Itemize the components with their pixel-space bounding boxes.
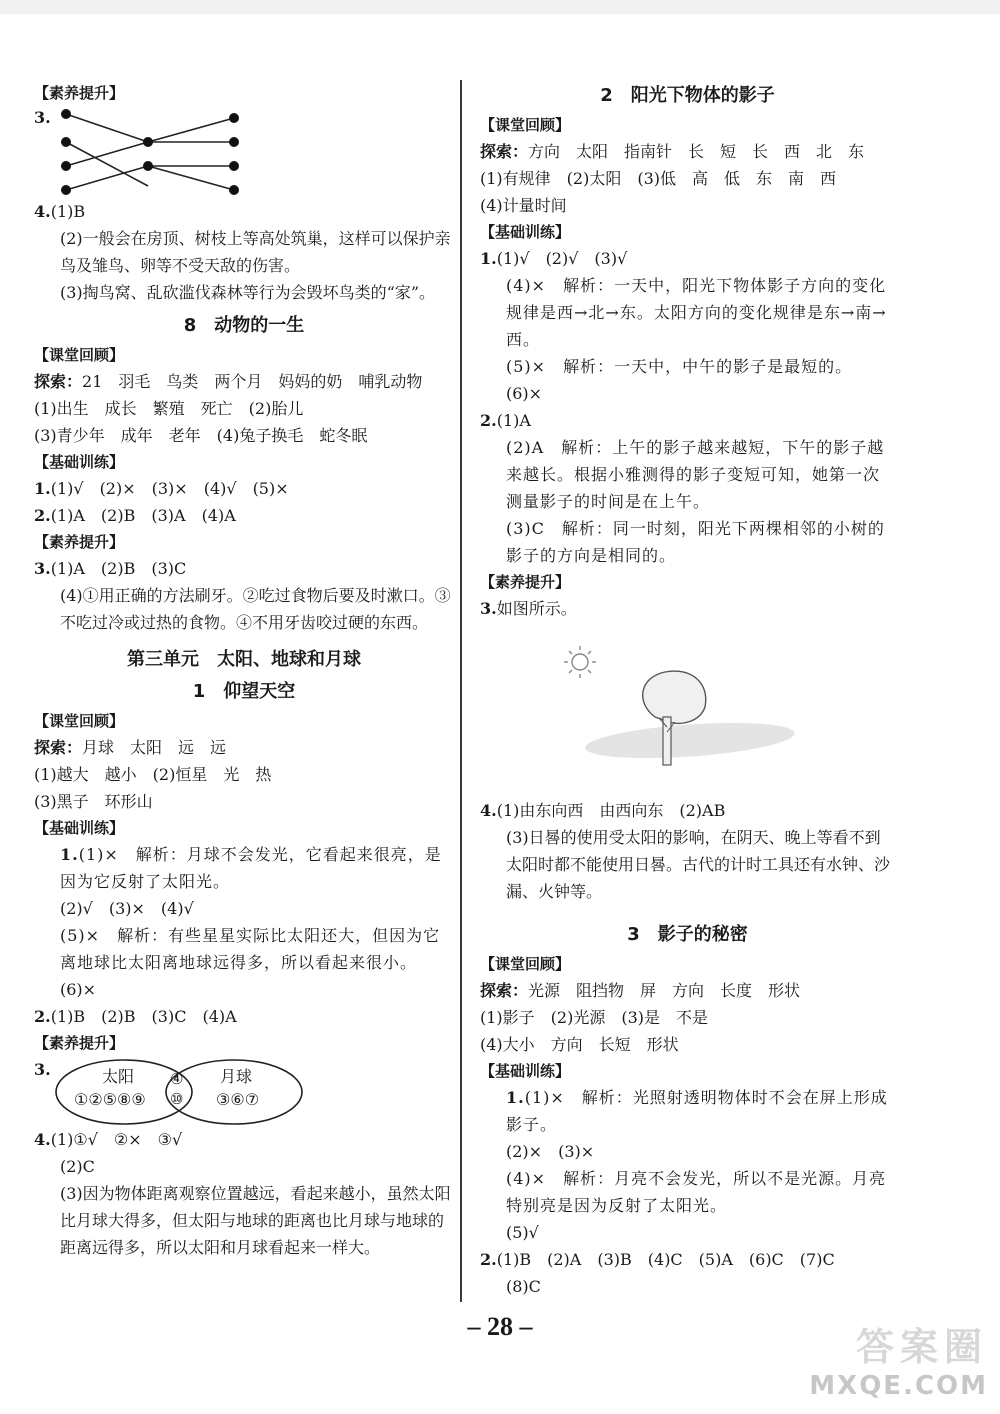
answer-text: (1)B [50, 202, 86, 221]
answer-line [34, 422, 454, 449]
question-number: 4. [34, 1130, 51, 1149]
watermark-bottom: MXQE.COM [809, 1371, 988, 1401]
answer-text: (3)黑子 环形山 [34, 792, 153, 811]
answer-line [480, 165, 895, 192]
question-3-label: 3. [34, 108, 51, 127]
answer-text: (1)× 解析：月球不会发光，它看起来很亮，是因为它反射了太阳光。 [60, 845, 442, 891]
answer-line [480, 1084, 895, 1138]
question-number: 2. [34, 1007, 51, 1026]
question-number: 1. [506, 1088, 525, 1107]
venn-both-b: ⑩ [170, 1090, 184, 1108]
question-number: 4. [480, 801, 497, 820]
page-number: – 28 – [467, 1312, 533, 1341]
answer-text: (1)A (2)B (3)A (4)A [50, 506, 236, 525]
right-block-2 [480, 797, 895, 905]
answer-text: 【素养提升】 [34, 1034, 125, 1052]
watermark-top: 答案圈 [855, 1325, 988, 1369]
answer-text: (5)× 解析：一天中，中午的影子是最短的。 [506, 357, 853, 376]
answer-line [34, 841, 454, 895]
answer-text: (3)C 解析：同一时刻，阳光下两棵相邻的小树的影子的方向是相同的。 [506, 519, 885, 565]
section-heading-3: 3 影子的秘密 [627, 924, 748, 945]
answer-line [480, 434, 895, 515]
answer-text: 如图所示。 [496, 599, 577, 618]
section-tag [34, 708, 454, 734]
answer-text: 【基础训练】 [480, 223, 571, 241]
answer-line [480, 977, 895, 1004]
question-number: 探索： [34, 372, 83, 391]
answer-line [480, 1031, 895, 1058]
answer-text: 【课堂回顾】 [34, 346, 125, 364]
right-block-1 [480, 112, 895, 622]
venn-diagram [34, 1056, 454, 1126]
answer-line [480, 595, 895, 622]
answer-line [34, 475, 454, 502]
top-scan-band [0, 0, 1000, 14]
answer-text: (4)大小 方向 长短 形状 [480, 1035, 679, 1054]
answer-text: (1)B (2)B (3)C (4)A [50, 1007, 237, 1026]
answer-text: (6)× [506, 384, 543, 403]
question-number: 1. [480, 249, 497, 268]
answer-text: (2)C [60, 1157, 95, 1176]
question-number: 探索： [480, 981, 529, 1000]
venn-sun-items: ①②⑤⑧⑨ [74, 1090, 146, 1109]
answer-text: (3)掏鸟窝、乱砍滥伐森林等行为会毁坏鸟类的“家”。 [60, 283, 436, 302]
answer-text: (4)计量时间 [480, 196, 567, 215]
answer-line [34, 1126, 454, 1153]
answer-line [480, 192, 895, 219]
answer-text: (1)影子 (2)光源 (3)是 不是 [480, 1008, 708, 1027]
question-number: 1. [60, 845, 79, 864]
left-block-1 [34, 80, 454, 106]
answer-line [34, 395, 454, 422]
sun-tree-shadow-svg [540, 622, 880, 797]
answer-line [480, 272, 895, 353]
answer-line [34, 895, 454, 922]
question-number: 4. [34, 202, 51, 221]
answer-text: (2)× (3)× [506, 1142, 595, 1161]
answer-line [34, 279, 454, 306]
answer-line [34, 502, 454, 529]
answer-line [34, 734, 454, 761]
question-number: 2. [480, 1250, 497, 1269]
answer-line [34, 922, 454, 976]
answer-text: (6)× [60, 980, 97, 999]
answer-text: (2)√ (3)× (4)√ [60, 899, 194, 918]
answer-line [480, 797, 895, 824]
answer-text: (1)由东向西 由西向东 (2)AB [496, 801, 726, 820]
answer-text: 【课堂回顾】 [480, 955, 571, 973]
answer-line [480, 515, 895, 569]
venn-moon-items: ③⑥⑦ [216, 1090, 260, 1109]
question-number: 2. [480, 411, 497, 430]
venn-moon-label: 月球 [220, 1067, 253, 1086]
answer-text: (4)× 解析：一天中，阳光下物体影子方向的变化规律是西→北→东。太阳方向的变化规律是东→南→西。 [506, 276, 887, 349]
left-column [34, 80, 454, 1261]
section-tag [34, 529, 454, 555]
answer-line [34, 1180, 454, 1261]
answer-text: 【基础训练】 [34, 453, 125, 471]
answer-text: 【基础训练】 [480, 1062, 571, 1080]
answer-line [480, 1246, 895, 1273]
answer-text: 【课堂回顾】 [34, 712, 125, 730]
question-number: 探索： [480, 142, 529, 161]
answer-line [480, 407, 895, 434]
answer-line [480, 353, 895, 380]
answer-text: 光源 阻挡物 屏 方向 长度 形状 [528, 981, 801, 1000]
left-block-4 [34, 708, 454, 1056]
answer-text: (4)× 解析：月亮不会发光，所以不是光源。月亮特别亮是因为反射了太阳光。 [506, 1169, 887, 1215]
answer-text: (1)①√ ②× ③√ [50, 1130, 183, 1149]
section-heading-2: 2 阳光下物体的影子 [600, 85, 775, 106]
answer-text: (4)①用正确的方法刷牙。②吃过食物后要及时漱口。③不吃过冷或过热的食物。④不用牙齿咬过硬的东西。 [60, 586, 451, 632]
section-tag [480, 569, 895, 595]
question-number: 2. [34, 506, 51, 525]
answer-text: (3)日晷的使用受太阳的影响，在阴天、晚上等看不到太阳时都不能使用日晷。古代的计时工具还有水钟、沙漏、火钟等。 [506, 828, 891, 901]
answer-text: (1)× 解析：光照射透明物体时不会在屏上形成影子。 [506, 1088, 888, 1134]
question-number: 探索： [34, 738, 83, 757]
matching-lines-svg [54, 106, 294, 198]
section-tag [34, 80, 454, 106]
column-divider [460, 80, 462, 1302]
section-heading-8: 8 动物的一生 [183, 315, 305, 336]
answer-text: (2)A 解析：上午的影子越来越短，下午的影子越来越长。根据小雅测得的影子变短可知，她第一次测量影子的时间是在上午。 [506, 438, 885, 511]
answer-line [480, 1004, 895, 1031]
answer-text: (5)× 解析：有些星星实际比太阳还大，但因为它离地球比太阳离地球远得多，所以看起来很小。 [60, 926, 441, 972]
answer-line [34, 1003, 454, 1030]
answer-text: (5)√ [506, 1223, 539, 1242]
question-number: 1. [34, 479, 51, 498]
answer-text: (3)因为物体距离观察位置越远，看起来越小，虽然太阳比月球大得多，但太阳与地球的距离也比月球与地球的距离远得多，所以太阳和月球看起来一样大。 [60, 1184, 451, 1257]
answer-text: (1)B (2)A (3)B (4)C (5)A (6)C (7)C [496, 1250, 835, 1269]
section-tag [480, 112, 895, 138]
answer-line [34, 1153, 454, 1180]
answer-text: (1)√ (2)× (3)× (4)√ (5)× [50, 479, 289, 498]
answer-line [34, 976, 454, 1003]
dot [61, 109, 71, 119]
venn-both-a: ④ [170, 1070, 184, 1088]
answer-line [480, 1138, 895, 1165]
shadow-diagram [480, 622, 895, 797]
answer-line [480, 1219, 895, 1246]
section-tag [34, 815, 454, 841]
answer-text: (1)A [496, 411, 531, 430]
answer-text: 【素养提升】 [34, 533, 125, 551]
right-column [480, 80, 895, 1300]
answer-text: (1)越大 越小 (2)恒星 光 热 [34, 765, 272, 784]
section-tag [480, 219, 895, 245]
answer-text: (1)出生 成长 繁殖 死亡 (2)胎儿 [34, 399, 304, 418]
section-tag [34, 342, 454, 368]
answer-text: 方向 太阳 指南针 长 短 长 西 北 东 [528, 142, 865, 161]
section-heading-1: 1 仰望天空 [192, 681, 296, 702]
answer-text: (1)√ (2)√ (3)√ [496, 249, 628, 268]
answer-line [34, 225, 454, 279]
left-block-3 [34, 342, 454, 636]
venn-sun-label: 太阳 [102, 1067, 135, 1086]
matching-diagram [34, 106, 454, 198]
answer-text: 月球 太阳 远 远 [82, 738, 227, 757]
answer-line [480, 824, 895, 905]
section-tag [480, 1058, 895, 1084]
unit-heading: 第三单元 太阳、地球和月球 [127, 649, 361, 670]
answer-text: (2)一般会在房顶、树枝上等高处筑巢，这样可以保护亲鸟及雏鸟、卵等不受天敌的伤害。 [60, 229, 451, 275]
question-number: 3. [480, 599, 497, 618]
sun-icon [564, 646, 596, 678]
venn-question-label: 3. [34, 1060, 51, 1079]
answer-line [34, 582, 454, 636]
answer-text: 21 羽毛 鸟类 两个月 妈妈的奶 哺乳动物 [82, 372, 423, 391]
answer-text: (1)A (2)B (3)C [50, 559, 187, 578]
site-watermark [758, 1316, 988, 1406]
section-tag [34, 1030, 454, 1056]
answer-line [34, 761, 454, 788]
answer-text: 【素养提升】 [34, 84, 125, 102]
answer-text: 【素养提升】 [480, 573, 571, 591]
section-tag [480, 951, 895, 977]
answer-line [34, 555, 454, 582]
answer-line [34, 198, 454, 225]
left-block-2 [34, 198, 454, 306]
answer-text: (8)C [506, 1277, 541, 1296]
section-tag [34, 449, 454, 475]
answer-line [34, 368, 454, 395]
question-number: 3. [34, 559, 51, 578]
left-block-5 [34, 1126, 454, 1261]
answer-text: (1)有规律 (2)太阳 (3)低 高 低 东 南 西 [480, 169, 836, 188]
answer-line [480, 1165, 895, 1219]
answer-text: 【课堂回顾】 [480, 116, 571, 134]
answer-text: 【基础训练】 [34, 819, 125, 837]
answer-text: (3)青少年 成年 老年 (4)兔子换毛 蛇冬眠 [34, 426, 368, 445]
answer-line [480, 380, 895, 407]
answer-line [34, 788, 454, 815]
right-block-3 [480, 951, 895, 1300]
answer-line [480, 245, 895, 272]
answer-line [480, 1273, 895, 1300]
answer-line [480, 138, 895, 165]
tree-icon [584, 671, 796, 765]
